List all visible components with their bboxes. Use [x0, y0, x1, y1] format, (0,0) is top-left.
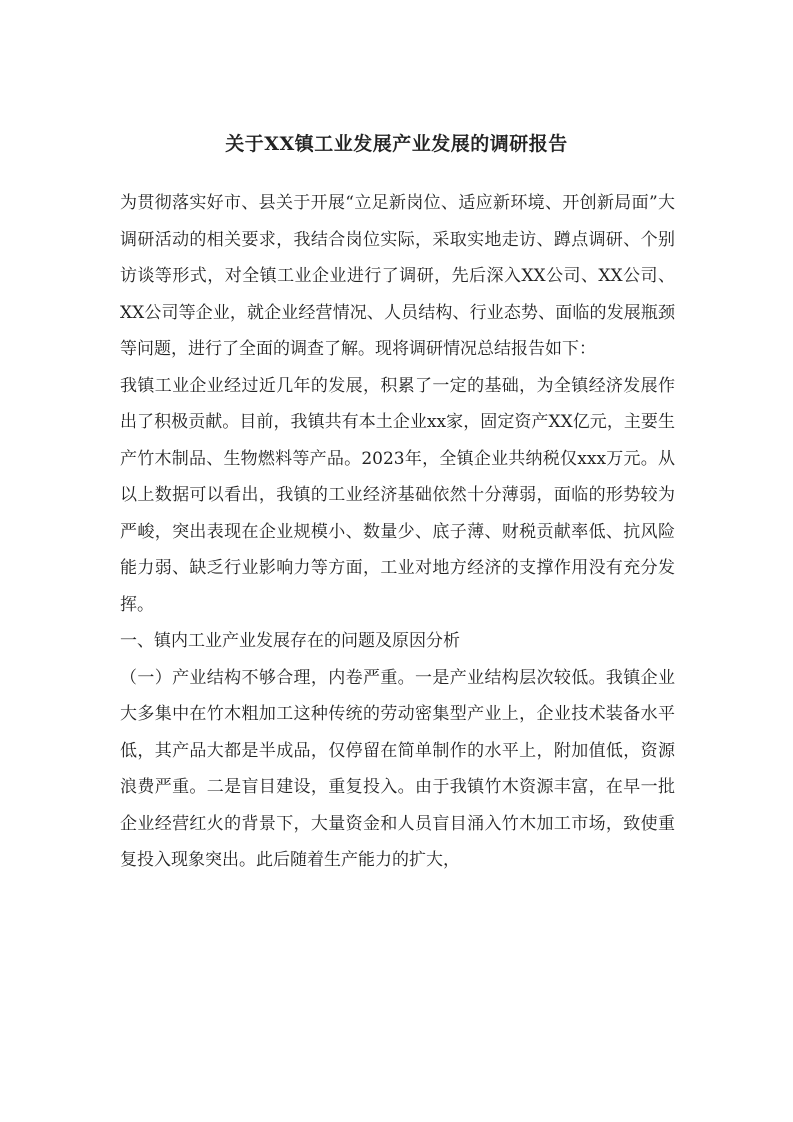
section-heading: 一、镇内工业产业发展存在的问题及原因分析	[120, 631, 460, 651]
subsection-paragraph: （一）产业结构不够合理，内卷严重。一是产业结构层次较低。我镇企业大多集中在竹木粗加工这种传统的劳动密集型产业上，企业技术装备水平低，其产品大都是半成品，仅停留在简单制作的水平上，附加值低，资源浪费严重。二是盲目建设，重复投入。由于我镇竹木资源丰富，在早一批企业经营红火的背景下，大量资金和人员盲目涌入竹木加工市场，致使重复投入现象突出。此后随着生产能力的扩大，	[120, 667, 675, 870]
document-body	[120, 185, 675, 879]
intro-paragraph: 为贯彻落实好市、县关于开展“立足新岗位、适应新环境、开创新局面”大调研活动的相关要求，我结合岗位实际，采取实地走访、蹲点调研、个别访谈等形式，对全镇工业企业进行了调研，先后深入XX公司、XX公司、XX公司等企业，就企业经营情况、人员结构、行业态势、面临的发展瓶颈等问题，进行了全面的调查了解。现将调研情况总结报告如下：	[120, 193, 675, 359]
overview-paragraph: 我镇工业企业经过近几年的发展，积累了一定的基础，为全镇经济发展作出了积极贡献。目前，我镇共有本土企业xx家，固定资产XX亿元，主要生产竹木制品、生物燃料等产品。2023年，全镇企业共纳税仅xxx万元。从以上数据可以看出，我镇的工业经济基础依然十分薄弱，面临的形势较为严峻，突出表现在企业规模小、数量少、底子薄、财税贡献率低、抗风险能力弱、缺乏行业影响力等方面，工业对地方经济的支撑作用没有充分发挥。	[120, 375, 675, 615]
document-title: 关于XX镇工业发展产业发展的调研报告	[225, 133, 568, 155]
